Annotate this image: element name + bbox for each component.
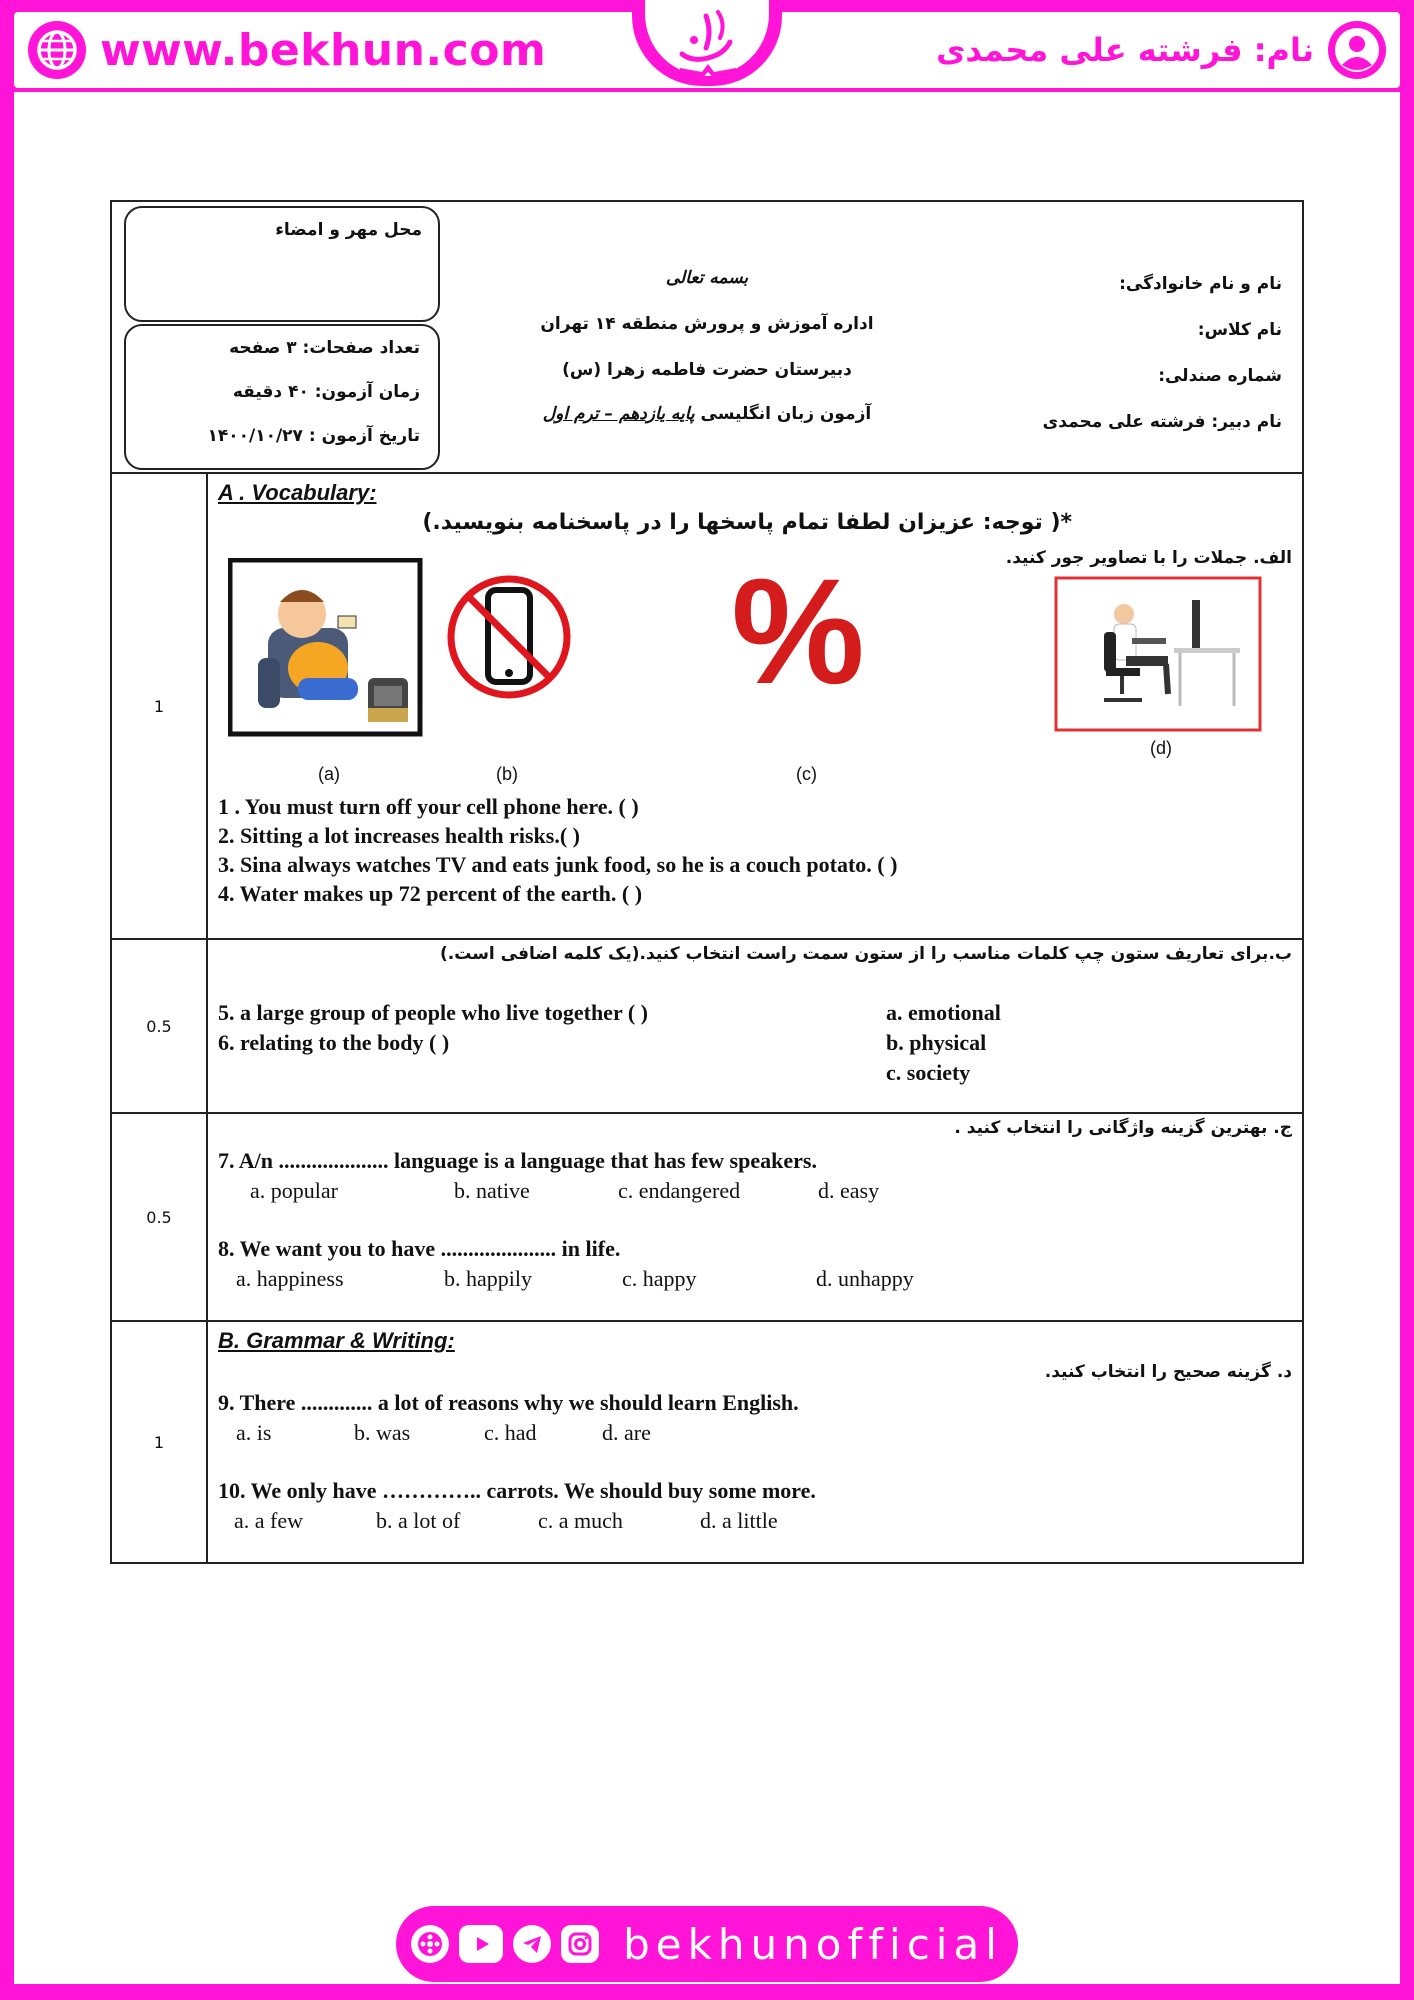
section-content xyxy=(208,1114,1302,1320)
option: d. are xyxy=(602,1420,651,1445)
question-3: 3. Sina always watches TV and eats junk food, so he is a couch potato. ( ) xyxy=(218,852,898,877)
question-5: 5. a large group of people who live together ( ) xyxy=(218,1000,648,1025)
score-cell: 0.5 xyxy=(112,940,208,1112)
option: a. happiness xyxy=(236,1266,344,1291)
caption-d: (d) xyxy=(1150,738,1172,758)
answer-sheet-note: *( توجه: عزیزان لطفا تمام پاسخها را در پاسخنامه بنویسید.) xyxy=(422,510,1072,535)
question-9-options xyxy=(236,1420,651,1446)
exam-info-box xyxy=(124,324,440,470)
option: c. endangered xyxy=(618,1178,741,1203)
option: b. happily xyxy=(444,1266,532,1291)
caption-a: (a) xyxy=(318,764,340,784)
option: b. a lot of xyxy=(376,1508,461,1533)
film-reel-icon[interactable] xyxy=(411,1925,449,1963)
section-grammar xyxy=(112,1322,1302,1562)
field-full-name: نام و نام خانوادگی: xyxy=(1119,274,1282,294)
grammar-instruction: د. گزینه صحیح را انتخاب کنید. xyxy=(1044,1362,1292,1382)
exam-duration: زمان آزمون: ۴۰ دقیقه xyxy=(232,382,420,402)
choice-a: a. emotional xyxy=(886,1000,1001,1025)
option: d. easy xyxy=(818,1178,880,1203)
option: d. unhappy xyxy=(816,1266,914,1291)
section-heading: A . Vocabulary: xyxy=(218,480,377,505)
site-url[interactable]: www.bekhun.com xyxy=(100,24,547,76)
score-cell: 1 xyxy=(112,474,208,938)
match-instruction: الف. جملات را با تصاویر جور کنید. xyxy=(1005,548,1292,568)
question-8: 8. We want you to have ..................... in life. xyxy=(218,1236,621,1261)
instagram-icon[interactable] xyxy=(561,1925,599,1963)
option: b. was xyxy=(354,1420,411,1445)
desk-worker-image xyxy=(1054,576,1262,732)
telegram-icon[interactable] xyxy=(513,1925,551,1963)
question-7: 7. A/n .................... language is a language that has few speakers. xyxy=(218,1148,817,1173)
field-teacher: نام دبیر: فرشته علی محمدی xyxy=(1042,412,1282,432)
couch-potato-image xyxy=(228,558,424,738)
option: a. a few xyxy=(234,1508,304,1533)
student-name: نام: فرشته علی محمدی xyxy=(936,31,1314,69)
best-choice-instruction: ج. بهترین گزینه واژگانی را انتخاب کنید . xyxy=(954,1118,1292,1138)
exam-grade: پایه یازدهم – ترم اول xyxy=(542,404,695,424)
section-heading: B. Grammar & Writing: xyxy=(218,1328,455,1353)
score-cell: 1 xyxy=(112,1322,208,1562)
field-class: نام کلاس: xyxy=(1197,320,1282,340)
definitions-instruction: ب.برای تعاریف ستون چپ کلمات مناسب را از ستون سمت راست انتخاب کنید.(یک کلمه اضافی است.) xyxy=(439,944,1292,964)
student-name-block xyxy=(936,22,1386,78)
definition-items xyxy=(218,998,648,1058)
option: c. a much xyxy=(538,1508,623,1533)
score-cell: 0.5 xyxy=(112,1114,208,1320)
stamp-box xyxy=(124,206,440,322)
exam-table xyxy=(110,200,1304,1564)
caption-b: (b) xyxy=(496,764,518,784)
caption-c: (c) xyxy=(796,764,817,784)
section-content xyxy=(208,474,1302,938)
social-handle[interactable]: bekhunofficial xyxy=(623,1919,1003,1969)
percent-symbol: % xyxy=(731,547,865,715)
exam-sheet xyxy=(110,200,1304,1556)
exam-title: آزمون زبان انگلیسی xyxy=(700,404,872,424)
basmala: بسمه تعالی xyxy=(665,268,749,288)
school-name: دبیرستان حضرت فاطمه زهرا (س) xyxy=(562,360,852,380)
section-content xyxy=(208,1322,1302,1562)
exam-title-line xyxy=(492,404,922,424)
choice-c: c. society xyxy=(886,1060,971,1085)
question-9: 9. There ............. a lot of reasons why we should learn English. xyxy=(218,1390,799,1415)
question-1: 1 . You must turn off your cell phone here. ( ) xyxy=(218,794,639,819)
question-4: 4. Water makes up 72 percent of the earth. ( ) xyxy=(218,881,643,906)
field-seat: شماره صندلی: xyxy=(1158,366,1282,386)
section-definitions xyxy=(112,940,1302,1114)
definition-choices xyxy=(886,998,1001,1088)
no-phone-sign-icon xyxy=(444,572,574,702)
option: d. a little xyxy=(700,1508,778,1533)
vocab-items xyxy=(218,792,897,908)
exam-header xyxy=(112,202,1302,474)
option: a. is xyxy=(236,1420,272,1445)
question-2: 2. Sitting a lot increases health risks.( ) xyxy=(218,823,580,848)
question-10: 10. We only have ………….. carrots. We should buy some more. xyxy=(218,1478,816,1503)
section-best-choice xyxy=(112,1114,1302,1322)
option: c. had xyxy=(484,1420,537,1445)
question-7-options xyxy=(250,1178,879,1204)
option: a. popular xyxy=(250,1178,338,1203)
section-content xyxy=(208,940,1302,1112)
question-6: 6. relating to the body ( ) xyxy=(218,1030,450,1055)
option: c. happy xyxy=(622,1266,697,1291)
education-office: اداره آموزش و پرورش منطقه ۱۴ تهران xyxy=(540,314,874,334)
social-bar[interactable] xyxy=(396,1906,1018,1982)
exam-date: تاریخ آزمون : ۱۴۰۰/۱۰/۲۷ xyxy=(207,426,420,446)
youtube-icon[interactable] xyxy=(459,1925,503,1963)
section-vocabulary xyxy=(112,474,1302,940)
user-icon xyxy=(1328,21,1386,79)
pages-count: تعداد صفحات: ۳ صفحه xyxy=(229,338,420,358)
site-link[interactable] xyxy=(28,22,546,78)
globe-icon xyxy=(28,21,86,79)
option: b. native xyxy=(454,1178,530,1203)
bekhun-logo-icon xyxy=(668,2,748,82)
stamp-label: محل مهر و امضاء xyxy=(275,220,422,240)
choice-b: b. physical xyxy=(886,1030,987,1055)
question-8-options xyxy=(236,1266,914,1292)
question-10-options xyxy=(234,1508,778,1534)
